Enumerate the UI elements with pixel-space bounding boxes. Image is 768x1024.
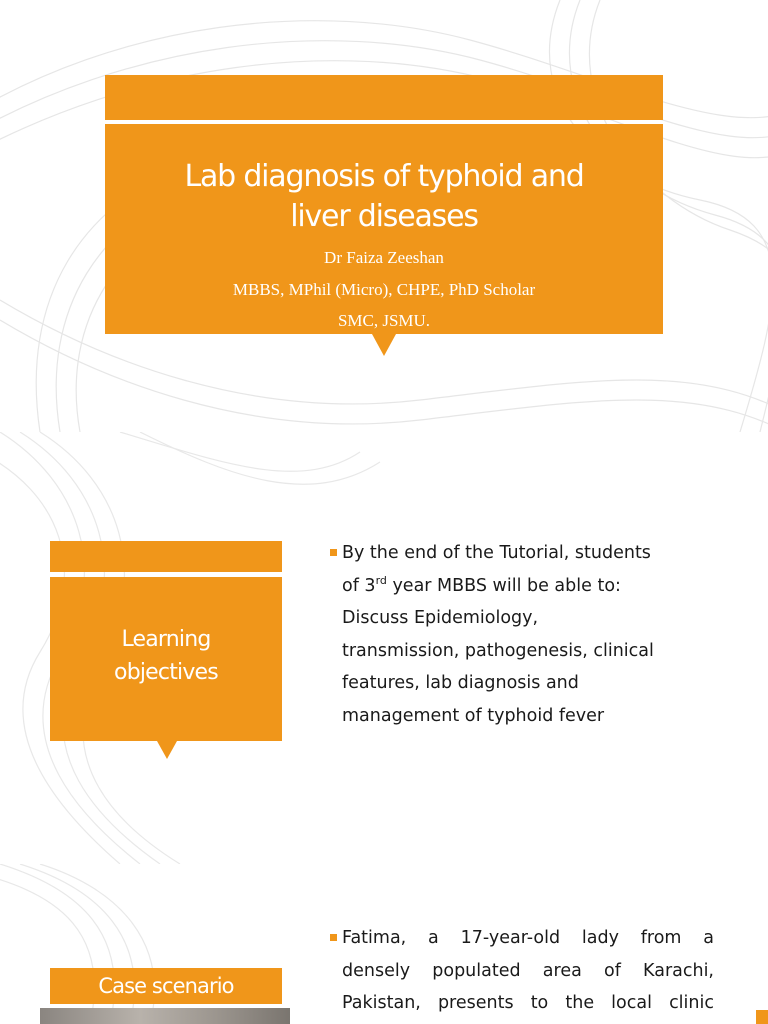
objectives-top-bar <box>50 541 282 572</box>
objectives-heading: Learning objectives <box>114 627 218 685</box>
bullet-square-icon <box>330 549 337 556</box>
case-bullet: Fatima, a 17-year-old lady from a densely populated area of Karachi, Pakistan, presents to the local clinic <box>342 928 714 1013</box>
objectives-box-pointer <box>157 741 177 759</box>
title-box-pointer <box>372 334 396 356</box>
author-name: Dr Faiza Zeeshan <box>324 248 444 267</box>
author-credentials: MBBS, MPhil (Micro), CHPE, PhD Scholar <box>232 280 536 299</box>
slide-edge-accent <box>756 1010 768 1024</box>
objectives-bullet: By the end of the Tutorial, students of 3rd year MBBS will be able to: Discuss Epidemiology, transmission, pathogenesis, clinical features, lab diagnosis and management of typhoid fever <box>342 543 654 726</box>
presentation-title: Lab diagnosis of typhoid and liver diseases <box>184 159 584 234</box>
title-slide <box>0 0 768 432</box>
case-heading: Case scenario <box>98 974 234 998</box>
bullet-square-icon <box>330 934 337 941</box>
title-top-bar <box>105 75 663 120</box>
case-photo <box>40 1008 290 1024</box>
author-affiliation: SMC, JSMU. <box>337 311 431 330</box>
